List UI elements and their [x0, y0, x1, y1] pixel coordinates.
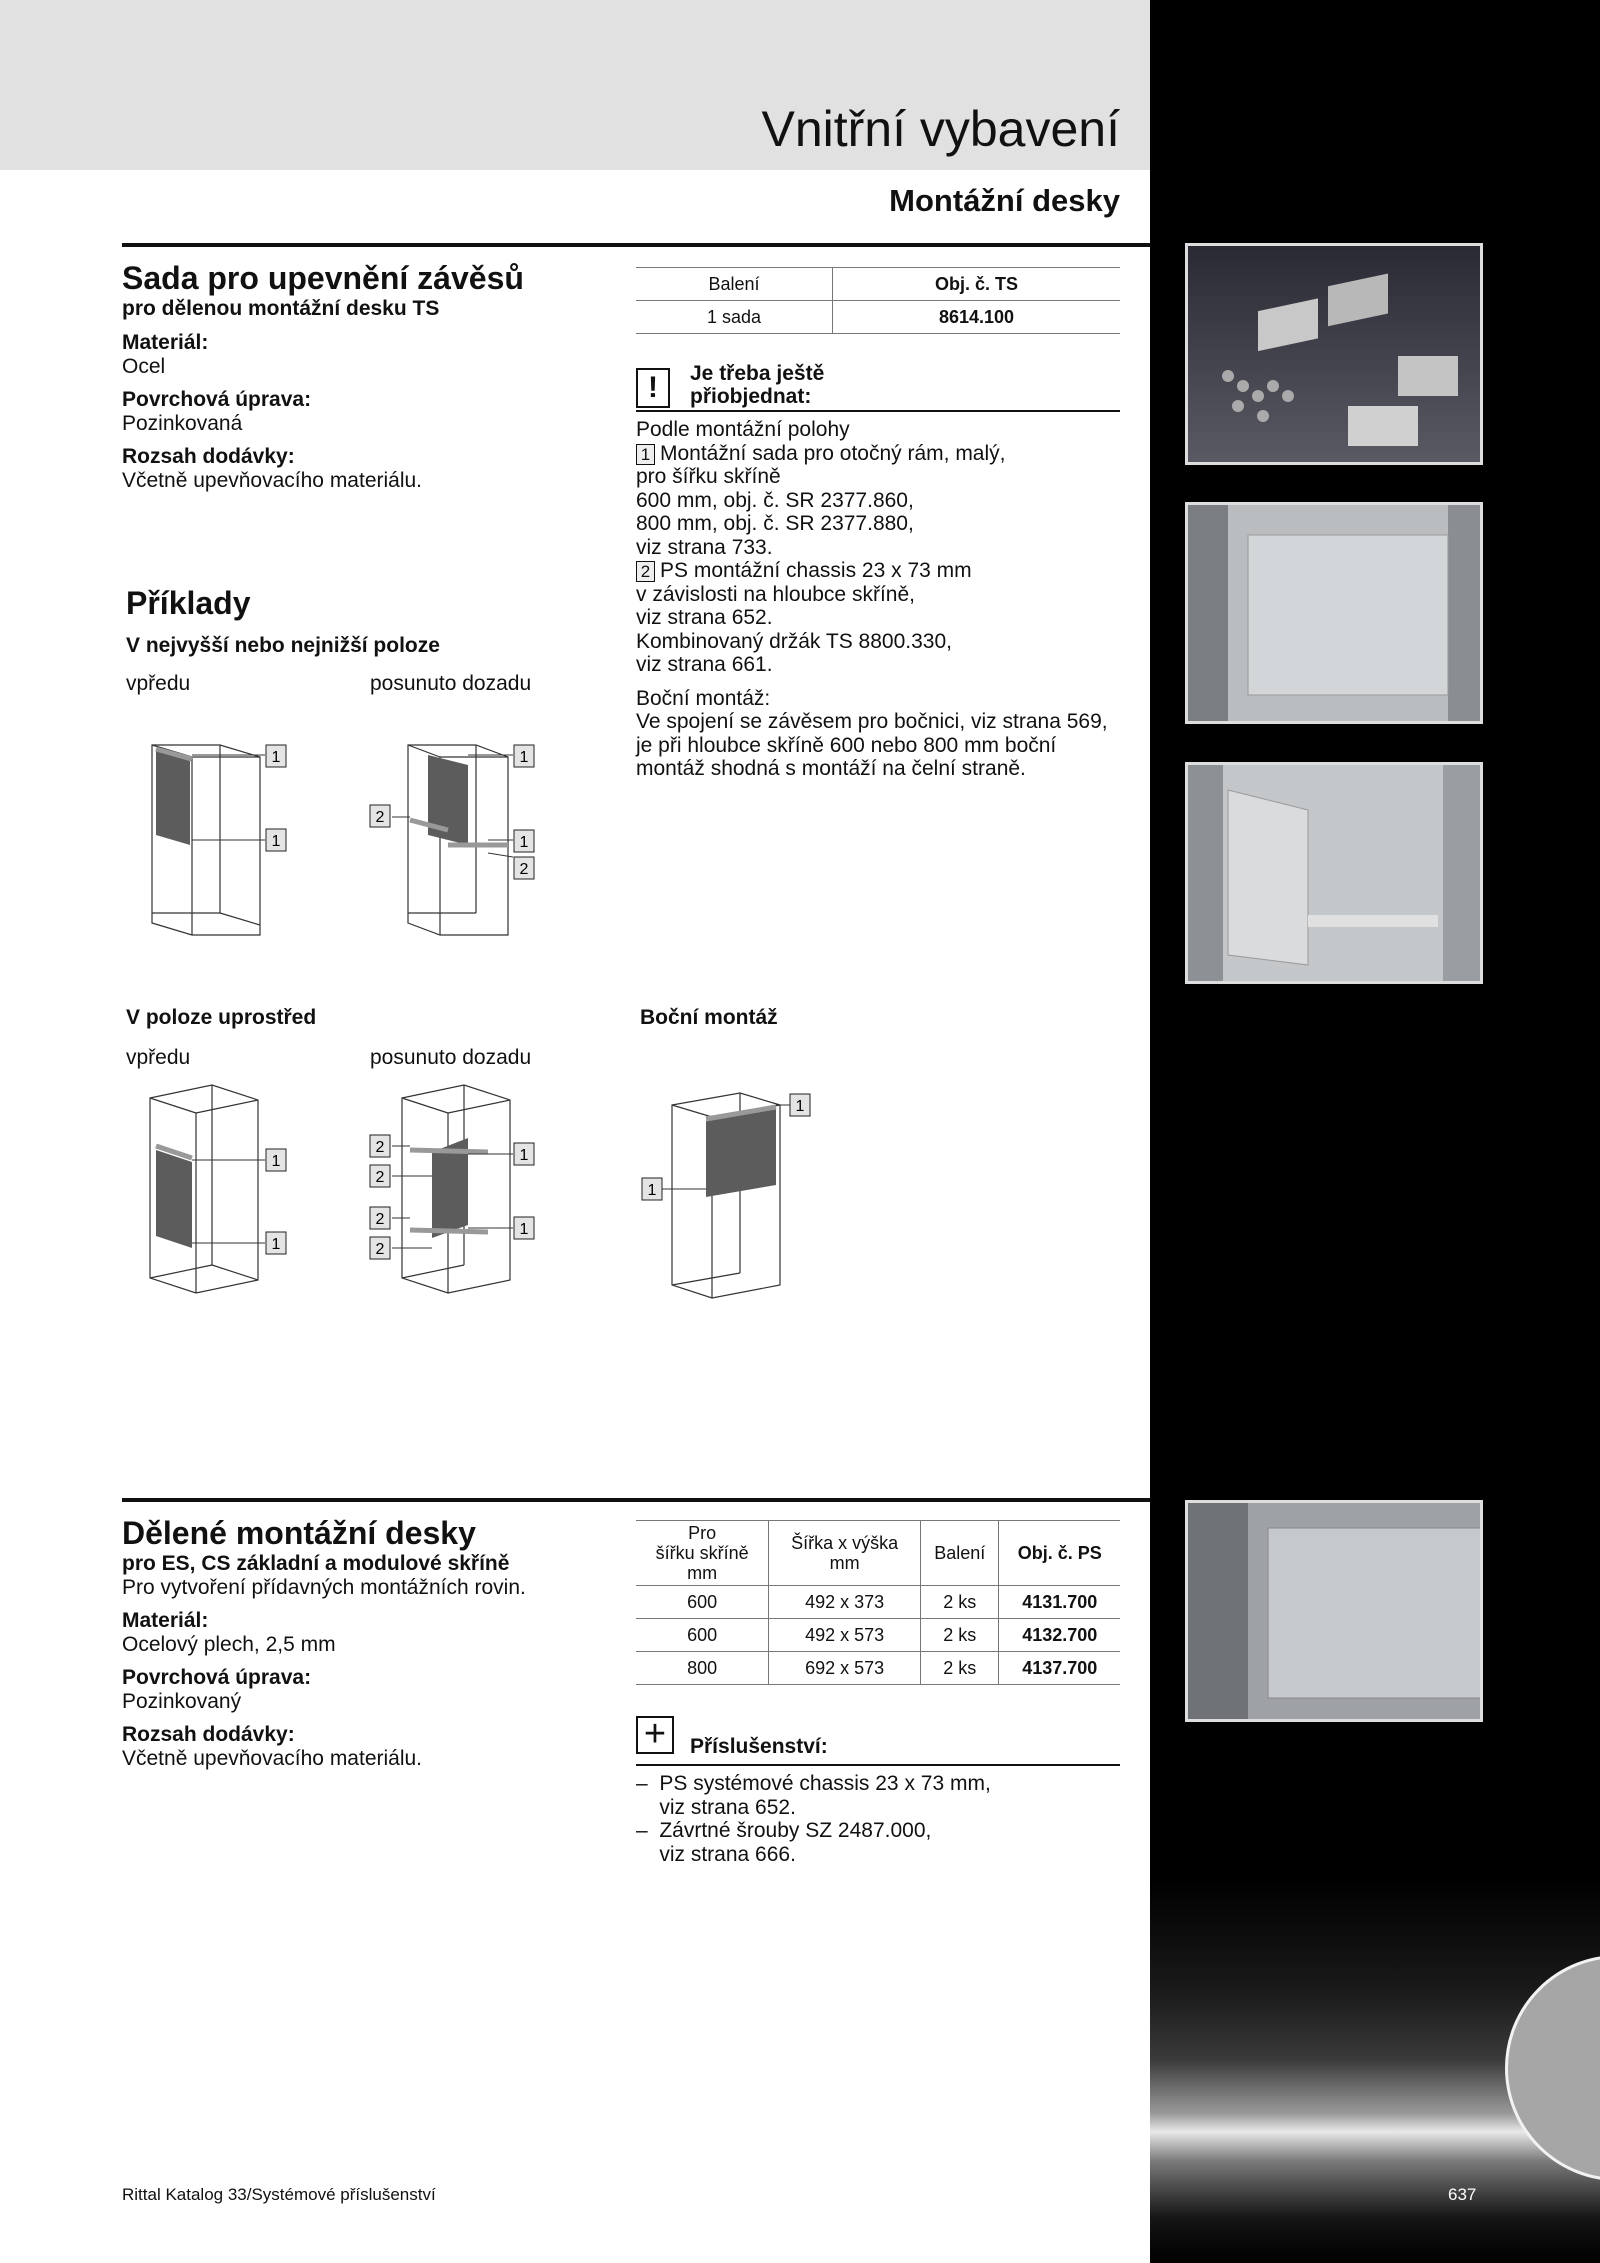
material-value: Ocelový plech, 2,5 mm: [122, 1633, 336, 1656]
note-line: 800 mm, obj. č. SR 2377.880,: [636, 512, 914, 535]
hinge-kit-title: Sada pro upevnění závěsů: [122, 260, 524, 296]
examples-side-label: Boční montáž: [640, 1006, 778, 1029]
note-line: v závislosti na hloubce skříně,: [636, 582, 915, 606]
diagram-middle-front: [140, 1080, 300, 1295]
side-line: je při hloubce skříně 600 nebo 800 mm boční: [636, 733, 1057, 757]
col-order-no: Obj. č. PS: [999, 1521, 1120, 1586]
side-line: Ve spojení se závěsem pro bočnici, viz strana 569,: [636, 710, 1108, 733]
scope-label: Rozsah dodávky:: [122, 445, 295, 468]
note-line: viz strana 733.: [636, 535, 773, 559]
list-item: viz strana 652.: [636, 1795, 796, 1819]
divided-plates-description: [122, 1515, 602, 1770]
finish-label: Povrchová úprava:: [122, 388, 312, 411]
table-row: [636, 301, 1120, 334]
mounted-plate-photo: [1185, 502, 1483, 724]
col-packaging: Balení: [708, 273, 760, 294]
cell-packaging: 1 sada: [706, 306, 762, 327]
callout-label: 1: [519, 749, 529, 766]
divided-plates-intro: Pro vytvoření přídavných montážních rovin.: [122, 1576, 526, 1599]
callout-label: 2: [375, 1169, 385, 1186]
callout-number: 1: [636, 444, 655, 465]
finish-value: Pozinkovaná: [122, 412, 243, 435]
callout-label: 2: [375, 1139, 385, 1156]
list-item: viz strana 666.: [636, 1842, 796, 1866]
order-note-body: [636, 418, 1136, 781]
note-line: pro šířku skříně: [636, 465, 781, 488]
callout-label: 1: [647, 1182, 657, 1199]
note-line: 600 mm, obj. č. SR 2377.860,: [636, 488, 914, 512]
examples-title: Příklady: [126, 585, 251, 621]
callout-label: 1: [795, 1098, 805, 1115]
plus-icon: +: [636, 1716, 674, 1754]
callout-label: 2: [375, 1241, 385, 1258]
callout-label: 1: [519, 834, 529, 851]
examples-top-bottom-label: V nejvyšší nebo nejnižší poloze: [126, 634, 440, 657]
exclamation-icon: !: [636, 368, 670, 408]
table-row: 800 692 x 573 2 ks 4137.700: [636, 1652, 1120, 1685]
hinge-kit-description: [122, 260, 602, 492]
note-line: viz strana 661.: [636, 653, 773, 676]
table-header-row: [636, 1521, 1120, 1586]
list-item: – Závrtné šrouby SZ 2487.000,: [636, 1819, 932, 1842]
caption-front-2: vpředu: [126, 1046, 191, 1069]
note-line: Kombinovaný držák TS 8800.330,: [636, 629, 952, 653]
hinge-kit-photo: [1185, 243, 1483, 465]
list-item: – PS systémové chassis 23 x 73 mm,: [636, 1772, 991, 1795]
col-size: Šířka x výška mm: [769, 1521, 921, 1586]
callout-label: 2: [375, 809, 385, 826]
divided-plates-title: Dělené montážní desky: [122, 1515, 476, 1551]
callout-number: 2: [636, 561, 655, 582]
page-title: Vnitřní vybavení: [761, 101, 1120, 157]
scope-label: Rozsah dodávky:: [122, 1723, 295, 1746]
table-header-row: [636, 268, 1120, 301]
caption-back-1: posunuto dozadu: [370, 672, 532, 695]
col-packaging: Balení: [920, 1521, 999, 1586]
side-line: montáž shodná s montáží na čelní straně.: [636, 757, 1026, 780]
note-line: viz strana 652.: [636, 606, 773, 629]
accessories-title: Příslušenství:: [690, 1735, 828, 1758]
callout-label: 1: [271, 1153, 281, 1170]
callout-label: 2: [519, 861, 529, 878]
note-line: Podle montážní polohy: [636, 418, 850, 441]
callout-label: 2: [375, 1211, 385, 1228]
diagram-top-front: [140, 735, 300, 945]
caption-back-2: posunuto dozadu: [370, 1046, 532, 1069]
side-mount-title: Boční montáž:: [636, 686, 771, 710]
note-line: 2 PS montážní chassis 23 x 73 mm: [636, 559, 1136, 583]
callout-label: 1: [519, 1147, 529, 1164]
table-row: 600 492 x 373 2 ks 4131.700: [636, 1586, 1120, 1619]
material-label: Materiál:: [122, 331, 209, 354]
scope-value: Včetně upevňovacího materiálu.: [122, 469, 423, 492]
callout-label: 1: [271, 749, 281, 766]
material-label: Materiál:: [122, 1609, 209, 1632]
finish-value: Pozinkovaný: [122, 1690, 242, 1713]
accessories-list: [636, 1772, 1136, 1866]
table-row: 600 492 x 573 2 ks 4132.700: [636, 1619, 1120, 1652]
note-line: 1 Montážní sada pro otočný rám, malý,: [636, 442, 1136, 466]
page-number: 637: [1448, 2185, 1477, 2204]
finish-label: Povrchová úprava:: [122, 1666, 312, 1689]
callout-label: 1: [271, 1236, 281, 1253]
callout-label: 1: [271, 833, 281, 850]
divided-plate-photo: [1185, 1500, 1483, 1722]
col-order-no: Obj. č. TS: [832, 268, 1120, 301]
col-cabinet-width: Pro šířku skříně mm: [655, 1523, 749, 1583]
diagram-side-mount: [640, 1085, 820, 1305]
swing-plate-photo: [1185, 762, 1483, 984]
scope-value: Včetně upevňovacího materiálu.: [122, 1747, 423, 1770]
caption-front-1: vpředu: [126, 672, 191, 695]
divided-plates-subtitle: pro ES, CS základní a modulové skříně: [122, 1552, 510, 1575]
diagram-middle-back: [368, 1080, 548, 1300]
diagram-top-back: [368, 735, 548, 945]
divided-plates-table: [636, 1520, 1120, 1685]
material-value: Ocel: [122, 355, 166, 378]
order-note-title-line-2: přiobjednat:: [690, 385, 812, 408]
section-rule-1: [122, 243, 1150, 247]
order-note-title: [690, 362, 824, 408]
examples-middle-label: V poloze uprostřed: [126, 1006, 317, 1029]
order-note-title-line-1: Je třeba ještě: [690, 362, 825, 385]
footer-catalog: Rittal Katalog 33/Systémové příslušenství: [122, 2185, 436, 2204]
section-rule-2: [122, 1498, 1150, 1502]
section-title: Montážní desky: [889, 183, 1120, 218]
hinge-kit-subtitle: pro dělenou montážní desku TS: [122, 297, 440, 320]
callout-label: 1: [519, 1221, 529, 1238]
cell-order-no: 8614.100: [832, 301, 1120, 334]
hinge-kit-table: [636, 267, 1120, 334]
